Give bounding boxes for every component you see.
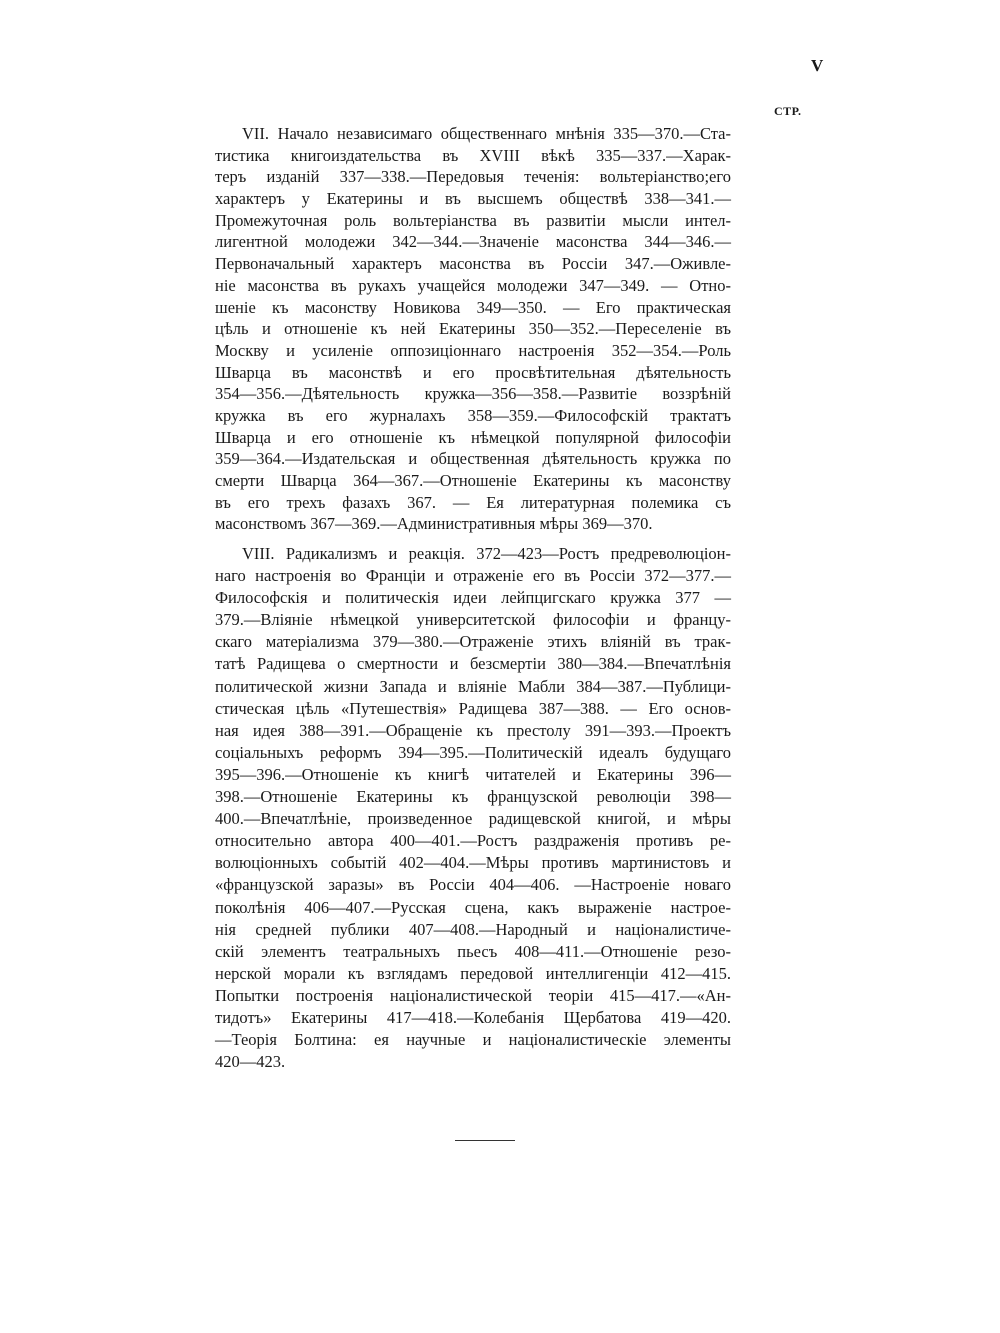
text-line: скій элементъ театральныхъ пьесъ 408—411.—Отношеніе резо- xyxy=(215,941,731,961)
text-line: соціальныхъ реформъ 394—395.—Политическій идеалъ будущаго xyxy=(215,742,731,762)
text-line: лигентной молодежи 342—344.—Значеніе масонства 344—346.— xyxy=(215,232,731,252)
text-line: наго настроенія во Франціи и отраженіе его въ Россіи 372—377.— xyxy=(215,566,731,586)
text-line: 354—356.—Дѣятельность кружка—356—358.—Развитіе воззрѣній xyxy=(215,384,731,404)
text-line: 359—364.—Издательская и общественная дѣятельность кружка по xyxy=(215,449,731,469)
text-line: политической жизни Запада и вліяніе Мабли 384—387.—Публици- xyxy=(215,676,731,696)
text-line: тидотъ» Екатерины 417—418.—Колебанія Щербатова 419—420. xyxy=(215,1007,731,1027)
text-line: 379.—Вліяніе нѣмецкой университетской философіи и францу- xyxy=(215,610,731,630)
text-line: тистика книгоиздательства въ XVIII вѣкѣ 335—337.—Харак- xyxy=(215,145,731,165)
text-line: теръ изданій 337—338.—Передовыя теченія: вольтеріанство;его xyxy=(215,167,731,187)
text-line: 398.—Отношеніе Екатерины къ французской революціи 398— xyxy=(215,787,731,807)
text-line: смерти Шварца 364—367.—Отношеніе Екатерины къ масонству xyxy=(215,471,731,490)
page-number: V xyxy=(811,56,824,75)
closing-rule xyxy=(455,1140,515,1141)
text-line: Первоначальный характеръ масонства въ Россіи 347.—Оживле- xyxy=(215,254,731,274)
text-line: масонствомъ 367—369.—Административныя мѣры 369—370. xyxy=(215,514,653,534)
toc-section-vii xyxy=(215,123,731,535)
text-line: шеніе къ масонству Новикова 349—350. — Его практическая xyxy=(215,297,731,317)
text-line: —Теорія Болтина: ея научные и націоналистическіе элементы xyxy=(215,1030,731,1050)
text-line: ніе масонства въ рукахъ учащейся молодежи 347—349. — Отно- xyxy=(215,275,731,295)
text-line: характеръ у Екатерины и въ высшемъ обществѣ 338—341.— xyxy=(215,189,731,209)
text-line: VIII. Радикализмъ и реакція. 372—423—Ростъ предреволюціон- xyxy=(242,544,731,563)
text-line: Шварца и его отношеніе къ нѣмецкой популярной философіи xyxy=(215,427,731,447)
text-line: Попытки построенія націоналистической теоріи 415—417.—«Ан- xyxy=(215,985,731,1005)
text-line: волюціонныхъ событій 402—404.—Мѣры противъ мартинистовъ и xyxy=(215,853,731,873)
text-line: кружка въ его журналахъ 358—359.—Философскій трактатъ xyxy=(215,405,731,425)
text-line: «французской заразы» въ Россіи 404—406. —Настроеніе новаго xyxy=(215,875,731,895)
text-line: нерской морали къ взглядамъ передовой интеллигенціи 412—415. xyxy=(215,963,731,983)
text-line: Философскія и политическія идеи лейпцигскаго кружка 377 — xyxy=(215,588,731,608)
text-line: Промежуточная роль вольтеріанства въ развитіи мысли интел- xyxy=(215,210,731,230)
text-line: стическая цѣль «Путешествія» Радищева 387—388. — Его основ- xyxy=(215,698,731,718)
text-line: скаго матеріализма 379—380.—Отраженіе этихъ вліяній въ трак- xyxy=(215,632,731,652)
text-line: VII. Начало независимаго общественнаго мнѣнія 335—370.—Ста- xyxy=(242,124,731,143)
page-column-label: СТР. xyxy=(774,104,802,118)
text-line: 395—396.—Отношеніе къ книгѣ читателей и Екатерины 396— xyxy=(215,764,731,784)
text-line: въ его трехъ фазахъ 367. — Ея литературная полемика съ xyxy=(215,492,731,512)
text-line: поколѣнія 406—407.—Русская сцена, какъ выраженіе настрое- xyxy=(215,897,731,917)
text-line: ная идея 388—391.—Обращеніе къ престолу 391—393.—Проектъ xyxy=(215,720,731,740)
text-line: 400.—Впечатлѣніе, произведенное радищевской книгой, и мѣры xyxy=(215,809,731,829)
text-line: татѣ Радищева о смертности и безсмертіи 380—384.—Впечатлѣнія xyxy=(215,654,731,674)
text-line: относительно автора 400—401.—Ростъ раздраженія противъ ре- xyxy=(215,831,731,851)
text-line: 420—423. xyxy=(215,1052,286,1072)
toc-section-viii xyxy=(215,543,731,1073)
text-line: цѣль и отношеніе къ ней Екатерины 350—352.—Переселеніе въ xyxy=(215,319,731,339)
text-line: Шварца въ масонствѣ и его просвѣтительная дѣятельность xyxy=(215,362,731,382)
text-line: нія средней публики 407—408.—Народный и націоналистиче- xyxy=(215,919,731,939)
text-line: Москву и усиленіе оппозиціоннаго настроенія 352—354.—Роль xyxy=(215,340,731,360)
